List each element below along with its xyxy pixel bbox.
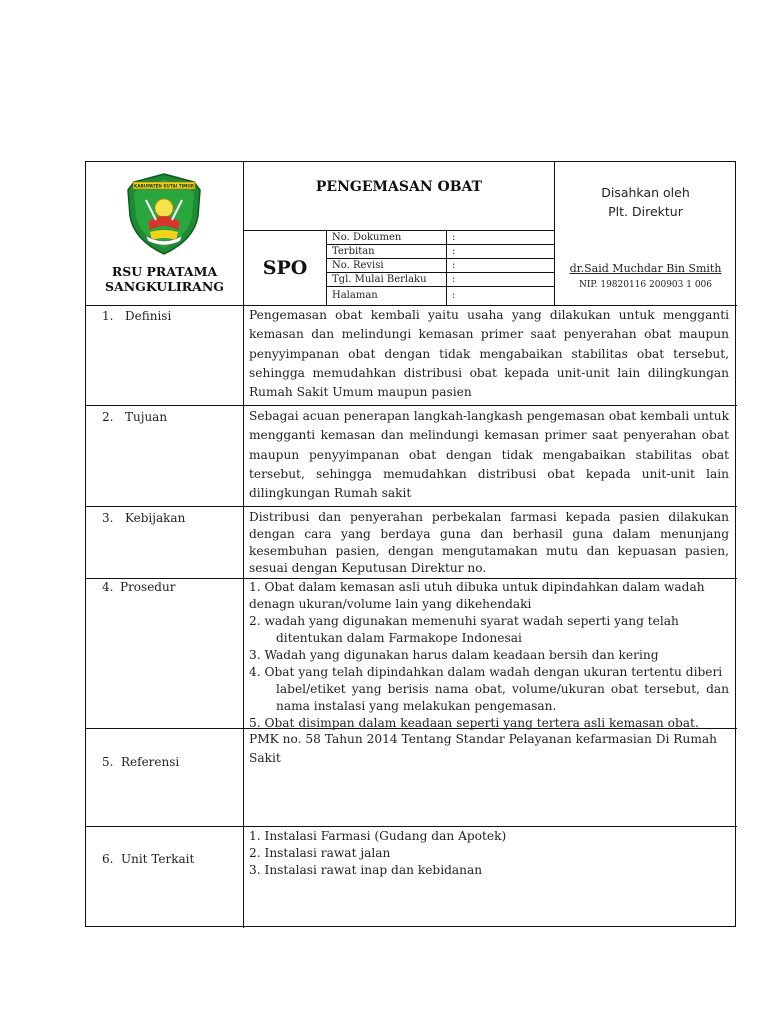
section-number: 1. bbox=[102, 309, 114, 323]
divider bbox=[86, 405, 737, 406]
document-title: PENGEMASAN OBAT bbox=[315, 179, 483, 195]
approved-by bbox=[555, 183, 736, 221]
meta-label-no-revisi: No. Revisi bbox=[332, 260, 384, 271]
list-item bbox=[249, 579, 729, 613]
divider bbox=[326, 230, 327, 305]
approved-by-line2: Plt. Direktur bbox=[608, 204, 683, 219]
section-number: 2. bbox=[102, 410, 114, 424]
section-number: 5. bbox=[102, 755, 114, 769]
org-name-line1: RSU PRATAMA bbox=[111, 264, 218, 279]
section-title: Kebijakan bbox=[125, 511, 186, 525]
spo-document bbox=[85, 161, 736, 927]
section-text-tujuan: Sebagai acuan penerapan langkah-langkash pengemasan obat kembali untuk mengganti kemasan dan melindungi kemasan primer saat penyerahan obat maupun penyyimpanan obat dengan tidak mengabaikan stabilitas obat tersebut, sehingga memudahkan distribusi obat kepada unit-unit lain dilingkungan Rumah sakit bbox=[249, 409, 729, 501]
list-item: 3. Instalasi rawat inap dan kebidanan bbox=[249, 863, 483, 877]
section-title: Referensi bbox=[121, 755, 180, 769]
list-item-continuation: ditentukan dalam Farmakope Indonesai bbox=[276, 631, 522, 645]
list-item-text: 5. Obat disimpan dalam keadaan seperti yang tertera asli kemasan obat. bbox=[249, 716, 699, 730]
section-text-kebijakan: Distribusi dan penyerahan perbekalan farmasi kepada pasien dilakukan dengan cara yang berdaya guna dan berhasil guna dalam menunjang kesembuhan pasien, dengan mengutamakan mutu dan kepuasan pasien, sesuai dengan Keputusan Direktur no. bbox=[249, 510, 729, 575]
section-text-referensi: PMK no. 58 Tahun 2014 Tentang Standar Pelayanan kefarmasian Di Rumah Sakit bbox=[249, 732, 718, 766]
emblem-banner-text: KABUPATEN KUTAI TIMUR bbox=[134, 183, 194, 189]
list-item-text: 1. Obat dalam kemasan asli utuh dibuka untuk dipindahkan dalam wadah bbox=[249, 580, 705, 594]
spo-label: SPO bbox=[262, 257, 308, 279]
list-item-continuation: label/etiket yang berisis nama obat, volume/ukuran obat tersebut, dan nama instalasi yang melakukan pengemasan. bbox=[276, 682, 729, 713]
list-item: 2. Instalasi rawat jalan bbox=[249, 846, 391, 860]
signer-nip: NIP. 19820116 200903 1 006 bbox=[578, 280, 713, 290]
section-number: 3. bbox=[102, 511, 114, 525]
approved-by-line1: Disahkan oleh bbox=[601, 185, 690, 200]
section-title: Tujuan bbox=[125, 410, 168, 424]
meta-colon: : bbox=[452, 290, 456, 301]
section-list-unit-terkait bbox=[249, 828, 729, 879]
section-title: Unit Terkait bbox=[121, 852, 195, 866]
org-name bbox=[86, 264, 243, 294]
meta-colon: : bbox=[452, 260, 456, 271]
section-title: Prosedur bbox=[120, 580, 176, 594]
divider bbox=[446, 230, 447, 305]
list-item bbox=[249, 647, 729, 664]
meta-label-no-dokumen: No. Dokumen bbox=[332, 232, 402, 243]
list-item-continuation: denagn ukuran/volume lain yang dikehendaki bbox=[249, 597, 532, 611]
section-number: 4. bbox=[102, 580, 114, 594]
meta-label-tgl-mulai-berlaku: Tgl. Mulai Berlaku bbox=[332, 274, 427, 285]
list-item-text: 2. wadah yang digunakan memenuhi syarat wadah seperti yang telah bbox=[249, 614, 679, 628]
list-item: 1. Instalasi Farmasi (Gudang dan Apotek) bbox=[249, 829, 507, 843]
section-number: 6. bbox=[102, 852, 114, 866]
list-item-text: 4. Obat yang telah dipindahkan dalam wadah dengan ukuran tertentu diberi bbox=[249, 665, 723, 679]
meta-colon: : bbox=[452, 232, 456, 243]
meta-colon: : bbox=[452, 246, 456, 257]
meta-label-terbitan: Terbitan bbox=[332, 246, 375, 257]
signer-name: dr.Said Muchdar Bin Smith bbox=[569, 262, 722, 275]
divider bbox=[86, 826, 737, 827]
list-item-text: 3. Wadah yang digunakan harus dalam keadaan bersih dan kering bbox=[249, 648, 659, 662]
list-item bbox=[249, 613, 729, 647]
logo-cell bbox=[86, 162, 243, 305]
divider bbox=[86, 506, 737, 507]
list-item bbox=[249, 664, 729, 715]
section-text-definisi: Pengemasan obat kembali yaitu usaha yang dilakukan untuk mengganti kemasan dan melindungi kemasan primer saat penyerahan obat maupun penyyimpanan obat dengan tidak mengabaikan stabilitas obat tersebut, sehingga memudahkan distribusi obat kepada unit-unit lain dilingkungan Rumah Sakit Umum maupun pasien bbox=[249, 308, 729, 400]
org-name-line2: SANGKULIRANG bbox=[105, 279, 224, 294]
section-list-prosedur bbox=[249, 579, 729, 732]
approval-block bbox=[555, 162, 736, 305]
divider bbox=[326, 286, 554, 287]
meta-colon: : bbox=[452, 274, 456, 285]
kutai-timur-emblem-icon bbox=[124, 170, 204, 258]
meta-label-halaman: Halaman bbox=[332, 290, 378, 301]
section-title: Definisi bbox=[125, 309, 172, 323]
